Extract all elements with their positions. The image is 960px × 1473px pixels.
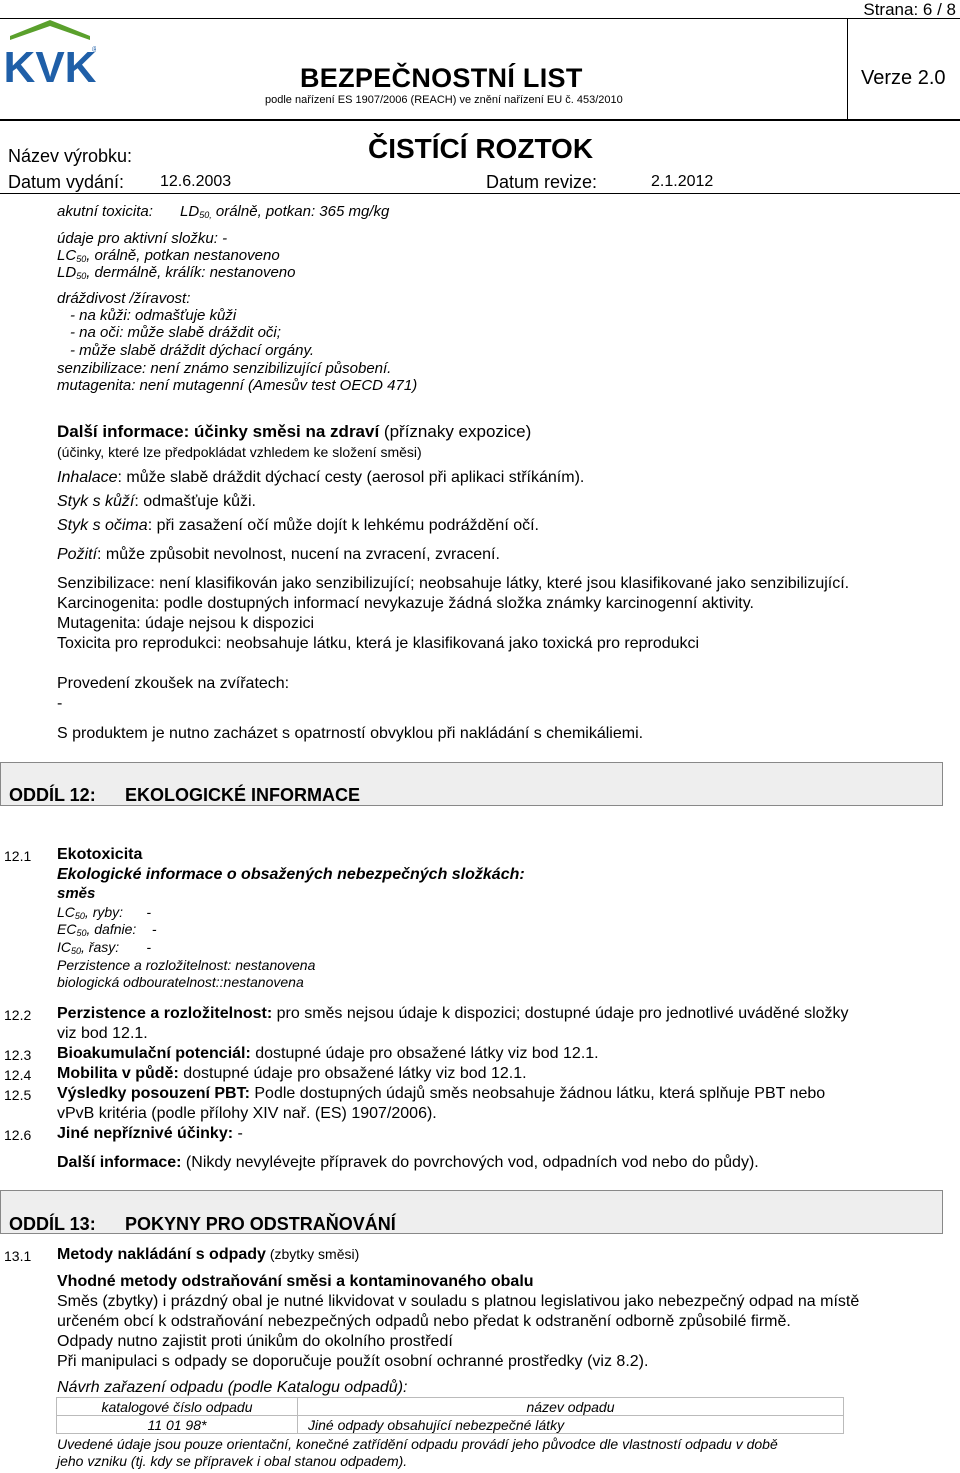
section-13-header — [0, 1190, 943, 1234]
company-logo — [4, 18, 96, 92]
subsection-13-1-number: 13.1 — [4, 1248, 32, 1264]
logo-text: KVK — [4, 43, 96, 92]
ingestion-line: Požití: může způsobit nevolnost, nucení na zvracení, zvracení. — [57, 546, 500, 563]
subsection-13-1-title: Metody nakládání s odpady (zbytky směsi) — [57, 1246, 360, 1263]
acute-tox-value: $LD_{50,}$ orálně, potkan: 365 mg/kg — [180, 203, 390, 220]
irritation-eyes: - na oči: může slabě dráždit oči; — [70, 324, 281, 341]
eco-info-heading: Ekologické informace o obsažených nebezpečných složkách: — [57, 866, 525, 883]
subsection-12-1-title: Ekotoxicita — [57, 846, 143, 863]
subsection-12-1-number: 12.1 — [4, 848, 32, 864]
waste-classification-table — [56, 1397, 844, 1434]
section-13-number: ODDÍL 13: — [9, 1214, 96, 1234]
section-12-header — [0, 762, 943, 806]
svg-text:®: ® — [92, 45, 96, 54]
table-cell: 11 01 98* — [57, 1416, 298, 1434]
waste-footnote-2: jeho vzniku (tj. kdy se přípravek i obal stanou odpadem). — [57, 1453, 408, 1469]
subsection-12-3-text: Bioakumulační potenciál: dostupné údaje pro obsažené látky viz bod 12.1. — [57, 1045, 599, 1062]
subsection-12-6-number: 12.6 — [4, 1127, 32, 1143]
subsection-12-2-text: Perzistence a rozložitelnost: pro směs nejsou údaje k dispozici; dostupné údaje pro jednotlivé uváděné složky — [57, 1005, 849, 1022]
skin-contact-line: Styk s kůží: odmašťuje kůži. — [57, 493, 256, 510]
disposal-para-3: Odpady nutno zajistit proti únikům do okolního prostředí — [57, 1333, 453, 1350]
subsection-12-4-number: 12.4 — [4, 1067, 32, 1083]
lc50-line: $LC_{50}$, orálně, potkan nestanoveno — [57, 247, 280, 264]
revision-date: 2.1.2012 — [651, 173, 714, 190]
product-name-label: Název výrobku: — [8, 146, 133, 166]
table-cell: Jiné odpady obsahující nebezpečné látky — [298, 1416, 844, 1434]
header-rule-version — [847, 18, 848, 119]
reproduction-para: Toxicita pro reprodukci: neobsahuje látku, která je klasifikovaná jako toxická pro reprodukci — [57, 635, 700, 652]
eco-further-info: Další informace: (Nikdy nevylévejte přípravek do povrchových vod, odpadních vod nebo do půdy). — [57, 1154, 759, 1171]
disposal-para-4: Při manipulaci s odpady se doporučuje použít osobní ochranné prostředky (viz 8.2). — [57, 1353, 649, 1370]
product-name: ČISTÍCÍ ROZTOK — [368, 133, 594, 164]
disposal-methods-title: Vhodné metody odstraňování směsi a kontaminovaného obalu — [57, 1273, 534, 1290]
issue-date: 12.6.2003 — [160, 173, 232, 190]
health-heading: Další informace: účinky směsi na zdraví (příznaky expozice) — [57, 422, 532, 441]
header-rule-bottom — [0, 193, 960, 194]
ic50-algae: $IC_{50}$, řasy: - — [57, 939, 152, 956]
inhalation-line: Inhalace: může slabě dráždit dýchací cesty (aerosol při aplikaci stříkáním). — [57, 469, 585, 486]
ld50-line: $LD_{50}$, dermálně, králík: nestanoveno — [57, 264, 296, 281]
document-title: BEZPEČNOSTNÍ LIST — [300, 63, 583, 93]
mutagenicity-line: mutagenita: není mutagenní (Amesův test OECD 471) — [57, 377, 418, 394]
subsection-12-5-number: 12.5 — [4, 1087, 32, 1103]
logo-roof-icon — [10, 20, 90, 40]
disposal-para-2: určeném obcí k odstraňování nebezpečných odpadů nebo předat k odstranění odborně způsobilé firmě. — [57, 1313, 791, 1330]
subsection-12-3-number: 12.3 — [4, 1047, 32, 1063]
irritation-label: dráždivost /žíravost: — [57, 290, 191, 307]
table-header-cell: katalogové číslo odpadu — [57, 1398, 298, 1416]
regulation-reference: podle nařízení ES 1907/2006 (REACH) ve znění nařízení EU č. 453/2010 — [265, 94, 623, 106]
biodegradability-line: biologická odbouratelnost::nestanovena — [57, 974, 304, 990]
subsection-12-2-number: 12.2 — [4, 1007, 32, 1023]
subsection-12-5-text: Výsledky posouzení PBT: Podle dostupných údajů směs neobsahuje žádnou látku, která splňuje PBT nebo — [57, 1085, 826, 1102]
irritation-skin: - na kůži: odmašťuje kůži — [70, 307, 237, 324]
section-12-number: ODDÍL 12: — [9, 785, 96, 805]
subsection-12-5-text-cont: vPvB kritéria (podle přílohy XIV nař. (ES) 1907/2006). — [57, 1105, 437, 1122]
sensitization-line: senzibilizace: není známo senzibilizující působení. — [57, 360, 392, 377]
carcinogenicity-para: Karcinogenita: podle dostupných informací nevykazuje žádná složka známky karcinogenní aktivity. — [57, 595, 754, 612]
sensitization-para: Senzibilizace: není klasifikován jako senzibilizující; neobsahuje látky, které jsou klasifikované jako senzibilizující. — [57, 575, 850, 592]
disposal-para-1: Směs (zbytky) i prázdný obal je nutné likvidovat v souladu s platnou legislativou jako nebezpečný odpad na místě — [57, 1293, 860, 1310]
table-header-row — [57, 1398, 844, 1416]
animal-tests-value: - — [57, 695, 63, 712]
subsection-12-2-text-cont: viz bod 12.1. — [57, 1025, 148, 1042]
version-label: Verze 2.0 — [861, 67, 946, 89]
animal-tests-label: Provedení zkoušek na zvířatech: — [57, 675, 290, 692]
health-note: (účinky, které lze předpokládat vzhledem ke složení směsi) — [57, 444, 422, 460]
eye-contact-line: Styk s očima: při zasažení očí může dojít k lehkému podráždění očí. — [57, 517, 539, 534]
waste-catalog-label: Návrh zařazení odpadu (podle Katalogu odpadů): — [57, 1379, 408, 1396]
mutagenicity-para: Mutagenita: údaje nejsou k dispozici — [57, 615, 315, 632]
header-rule-mid — [0, 119, 960, 121]
table-row — [57, 1416, 844, 1434]
revision-date-label: Datum revize: — [486, 172, 598, 192]
irritation-airways: - může slabě dráždit dýchací orgány. — [70, 342, 315, 359]
issue-date-label: Datum vydání: — [8, 172, 125, 192]
table-header-cell: název odpadu — [298, 1398, 844, 1416]
waste-footnote-1: Uvedené údaje jsou pouze orientační, konečné zatřídění odpadu provádí jeho původce dle vlastností odpadu v době — [57, 1436, 778, 1452]
persistence-line: Perzistence a rozložitelnost: nestanovena — [57, 957, 316, 973]
handling-caution: S produktem je nutno zacházet s opatrností obvyklou při nakládání s chemikáliemi. — [57, 725, 644, 742]
active-component-label: údaje pro aktivní složku: - — [57, 230, 228, 247]
mixture-label: směs — [57, 885, 96, 902]
page-number: Strana: 6 / 8 — [863, 0, 956, 19]
acute-tox-label: akutní toxicita: — [57, 203, 153, 220]
ec50-daphnia: $EC_{50}$, dafnie: - — [57, 921, 157, 938]
section-12-title: EKOLOGICKÉ INFORMACE — [125, 785, 361, 805]
header-rule-top — [0, 18, 960, 19]
subsection-12-6-text: Jiné nepříznivé účinky: - — [57, 1125, 243, 1142]
section-13-title: POKYNY PRO ODSTRAŇOVÁNÍ — [125, 1214, 396, 1234]
subsection-12-4-text: Mobilita v půdě: dostupné údaje pro obsažené látky viz bod 12.1. — [57, 1065, 527, 1082]
lc50-fish: $LC_{50}$, ryby: - — [57, 904, 152, 921]
